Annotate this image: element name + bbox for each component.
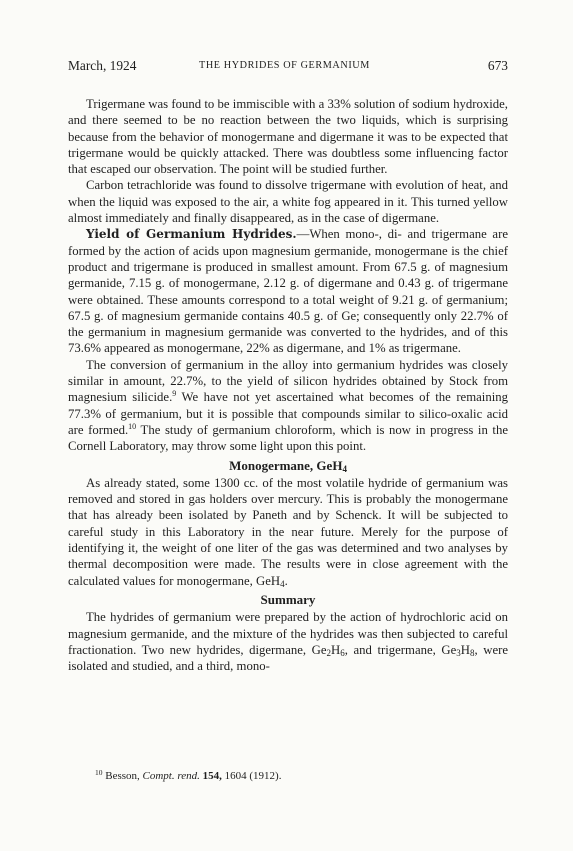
section-heading-summary: Summary [260,591,316,607]
paragraph-yield [68,226,508,356]
paragraph-conversion-text-a: The conversion of germanium in the alloy into germanium hydrides was closely similar in amount, 22.7%, to the yield of silicon hydrides obtained by Stock from magnesium silicide. [68,357,508,405]
footnote-number: 10 [95,768,103,777]
issue-date: March, 1924 [68,58,137,73]
page-number: 673 [487,58,508,73]
paragraph-summary: The hydrides of germanium were prepared by the action of hydrochloric acid on magnesium germanide, and the mixture of the hydrides was then subjected to careful fractionation. Two new hydrides, digermane, $Ge_2H_6$, and trigermane, $Ge_3H_8$, were isolated and studied, and a third, mono- [68,610,509,674]
running-header [68,58,508,78]
paragraph-monogermane: As already stated, some 1300 cc. of the most volatile hydride of germanium was removed and stored in gas holders over mercury. This is probably the monogermane that has already been isolated by Paneth and by Schenck. It will be subjected to careful study in this Laboratory in the near future. Merely for the purpose of identifying it, the weight of one liter of the gas was determined and two analyses by thermal decomposition were made. The results were in close agreement with the calculated values for monogermane, GeH$_4$. [68,475,508,589]
volume-number: 154, [202,770,222,782]
section-heading-monogermane: Monogermane, GeH$_4$ [229,457,347,474]
journal-name: Compt. rend. [142,770,200,782]
paragraph-yield-text: —When mono-, di- and trigermane are formed by the action of acids upon magnesium germanide, monogermane is the chief product and trigermane is produced in smallest amount. From 67.5 g. of magnesium germanide, 7.15 g. of monogermane, 2.12 g. of digermane and 0.43 g. of trigermane were obtained. These amounts correspond to a total weight of 9.21 g. of germanium; 67.5 g. of magnesium germanide contains 40.5 g. of Ge; consequently only 22.7% of the germanium in magnesium germanide was converted to the hydrides, and of this 73.6% appeared as monogermane, 22% as digermane, and 1% as trigermane. [68,227,508,356]
run-in-heading-yield: Yield of Germanium Hydrides. [86,227,297,242]
article-body [68,96,508,674]
paragraph-trigermane-sodium-hydroxide: Trigermane was found to be immiscible with a 33% solution of sodium hydroxide, and there seemed to be no reaction between the two liquids, which is surprising because from the behavior of monogermane and digermane it was to be expected that trigermane would be quickly attacked. There was doubtless some influencing factor that escaped our observation. The point will be studied further. [68,97,508,177]
paragraph-conversion-text-b: We have not yet ascertained what becomes of the remaining 77.3% of germanium, but it is possible that compounds similar to silico-oxalic acid are formed. [68,390,509,437]
footnote-10: $^{10}$ Besson, Compt. rend. 154, 1604 (1912). [95,768,282,782]
footnote-ref-9: 9 [172,389,177,399]
paragraph-conversion-text-c: The study of germanium chloroform, which is now in progress in the Cornell Laboratory, may throw some light upon this point. [68,422,508,454]
running-title: THE HYDRIDES OF GERMANIUM [199,60,370,71]
footnote-ref-10: 10 [128,421,137,431]
paragraph-conversion [68,357,508,455]
paragraph-carbon-tetrachloride: Carbon tetrachloride was found to dissolve trigermane with evolution of heat, and when the liquid was exposed to the air, a white fog appeared in it. This turned yellow almost immediately and finally disappeared, as in the case of digermane. [68,178,508,226]
